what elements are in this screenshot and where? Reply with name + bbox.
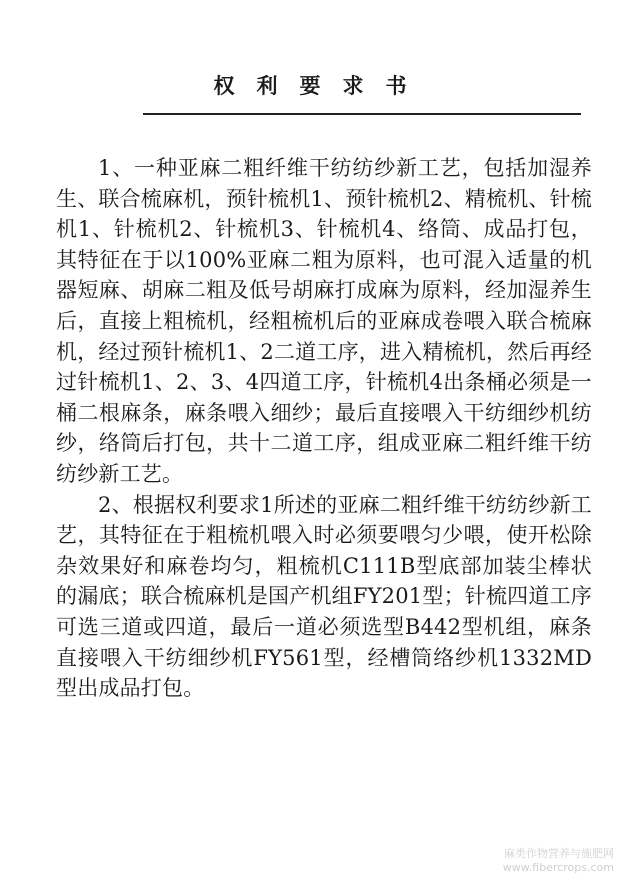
watermark	[503, 847, 614, 875]
claim-1: 1、一种亚麻二粗纤维干纺纺纱新工艺，包括加湿养生、联合梳麻机，预针梳机1、预针梳机2、精梳机、针梳机1、针梳机2、针梳机3、针梳机4、络筒、成品打包，其特征在于以100%亚麻二粗为原料，也可混入适量的机器短麻、胡麻二粗及低号胡麻打成麻为原料，经加湿养生后，直接上粗梳机，经粗梳机后的亚麻成卷喂入联合梳麻机，经过预针梳机1、2二道工序，进入精梳机，然后再经过针梳机1、2、3、4四道工序，针梳机4出条桶必须是一桶二根麻条，麻条喂入细纱；最后直接喂入干纺细纱机纺纱，络筒后打包，共十二道工序，组成亚麻二粗纤维干纺纺纱新工艺。	[56, 156, 592, 486]
claims-body	[56, 153, 592, 704]
watermark-url: www.fibercrops.com	[502, 861, 614, 874]
title-underline	[143, 113, 581, 115]
page-title: 权利要求书	[213, 74, 429, 98]
watermark-site-name: 麻类作物营养与施肥网	[504, 847, 614, 860]
claim-2: 2、根据权利要求1所述的亚麻二粗纤维干纺纺纱新工艺，其特征在于粗梳机喂入时必须要喂匀少喂，使开松除杂效果好和麻卷均匀，粗梳机C111B型底部加装尘棒状的漏底；联合梳麻机是国产机组FY201型；针梳四道工序可选三道或四道，最后一道必须选型B442型机组，麻条直接喂入干纺细纱机FY561型，经槽筒络纱机1332MD型出成品打包。	[56, 492, 592, 701]
